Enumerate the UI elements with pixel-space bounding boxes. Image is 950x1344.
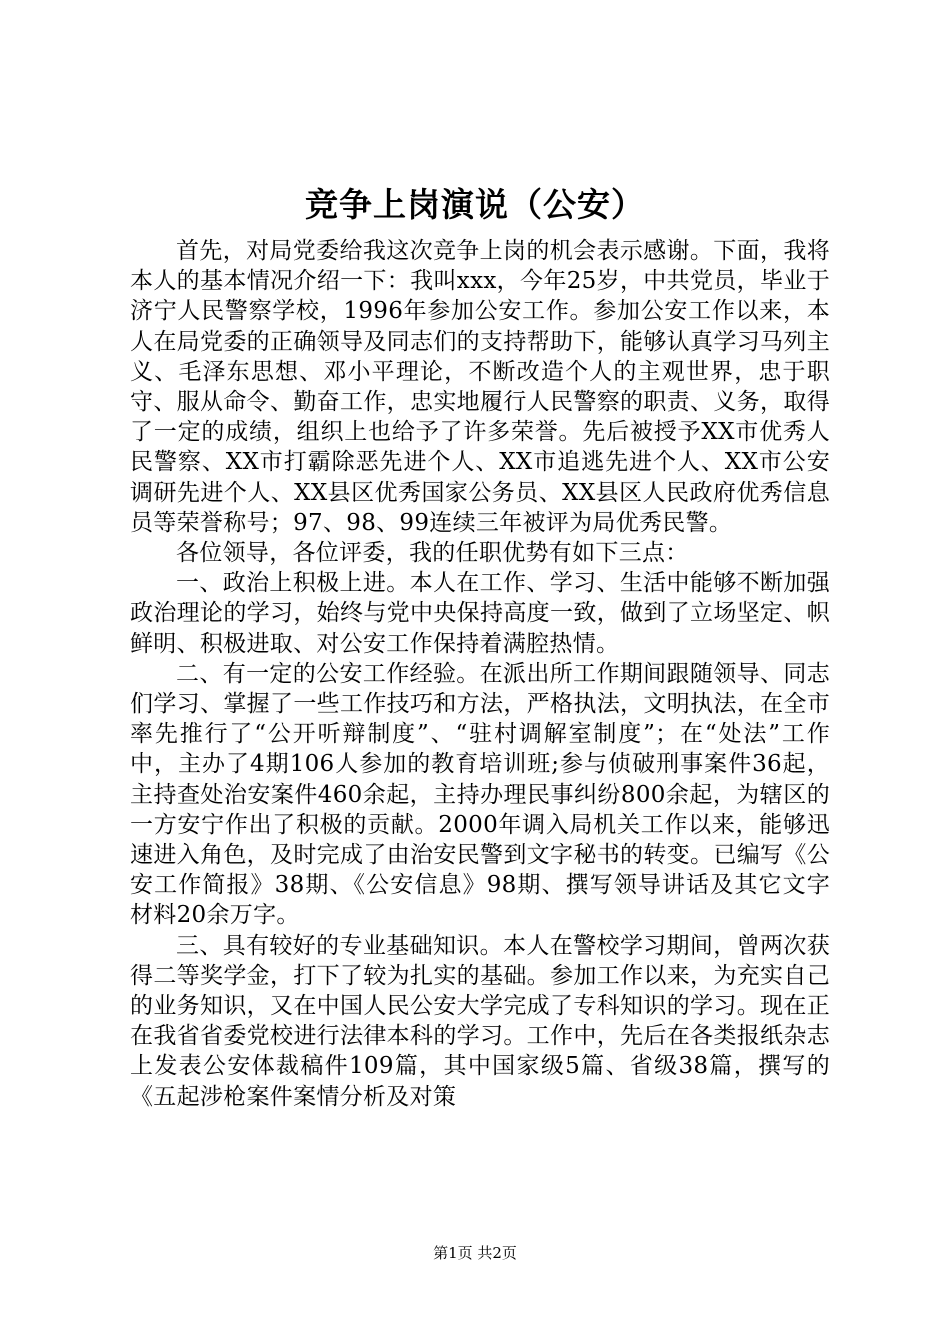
paragraph-intro: 首先，对局党委给我这次竞争上岗的机会表示感谢。下面，我将本人的基本情况介绍一下：我叫xxx，今年25岁，中共党员，毕业于济宁人民警察学校，1996年参加公安工作。参加公安工作以来，本人在局党委的正确领导及同志们的支持帮助下，能够认真学习马列主义、毛泽东思想、邓小平理论，不断改造个人的主观世界，忠于职守、服从命令、勤奋工作，忠实地履行人民警察的职责、义务，取得了一定的成绩，组织上也给予了许多荣誉。先后被授予XX市优秀人民警察、XX市打霸除恶先进个人、XX市追逃先进个人、XX市公安调研先进个人、XX县区优秀国家公务员、XX县区人民政府优秀信息员等荣誉称号；97、98、99连续三年被评为局优秀民警。: [130, 238, 830, 536]
document-body: [130, 236, 830, 1112]
document-title: 竞争上岗演说（公安）: [305, 185, 645, 224]
paragraph-advantage-political: 一、政治上积极上进。本人在工作、学习、生活中能够不断加强政治理论的学习，始终与党中央保持高度一致，做到了立场坚定、帜鲜明、积极进取、对公安工作保持着满腔热情。: [130, 570, 830, 657]
paragraph-advantage-experience: 二、有一定的公安工作经验。在派出所工作期间跟随领导、同志们学习、掌握了一些工作技巧和方法，严格执法，文明执法，在全市率先推行了“公开听辩制度”、“驻村调解室制度”；在“处法”工作中，主办了4期106人参加的教育培训班;参与侦破刑事案件36起，主持查处治安案件460余起，主持办理民事纠纷800余起，为辖区的一方安宁作出了积极的贡献。2000年调入局机关工作以来，能够迅速进入角色，及时完成了由治安民警到文字秘书的转变。已编写《公安工作简报》38期、《公安信息》98期、撰写领导讲话及其它文字材料20余万字。: [130, 660, 830, 929]
paragraph-advantages-intro: 各位领导，各位评委，我的任职优势有如下三点：: [176, 540, 689, 567]
paragraph-advantage-knowledge: 三、具有较好的专业基础知识。本人在警校学习期间，曾两次获得二等奖学金，打下了较为扎实的基础。参加工作以来，为充实自己的业务知识，又在中国人民公安大学完成了专科知识的学习。现在正在我省省委党校进行法律本科的学习。工作中，先后在各类报纸杂志上发表公安体裁稿件109篇，其中国家级5篇、省级38篇，撰写的《五起涉枪案件案情分析及对策: [130, 932, 830, 1110]
page-number-footer: 第1页 共2页: [433, 1244, 517, 1262]
